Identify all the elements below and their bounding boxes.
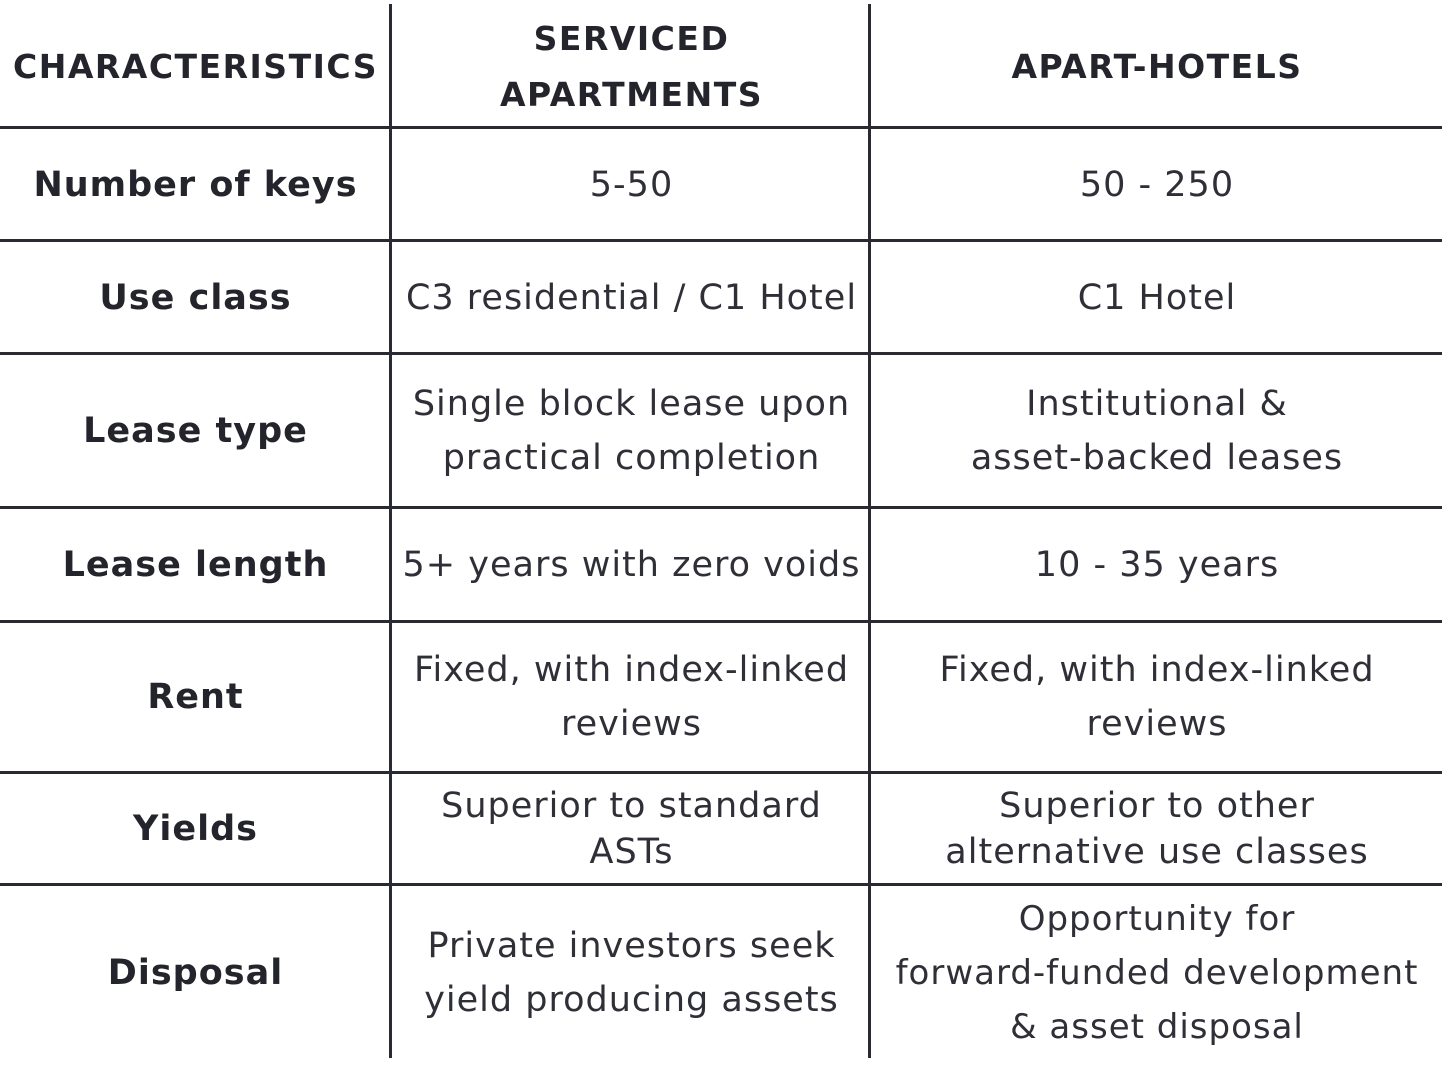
row-divider xyxy=(0,771,1442,774)
row-divider xyxy=(0,620,1442,623)
row-divider xyxy=(0,239,1442,242)
cell-aparthotels-number-of-keys: 50 - 250 xyxy=(1079,165,1235,205)
row-divider xyxy=(0,506,1442,509)
row-divider xyxy=(0,352,1442,355)
row-divider xyxy=(0,126,1442,129)
cell-serviced-lease-type: Single block lease upon practical completion xyxy=(412,384,851,478)
row-label-number-of-keys: Number of keys xyxy=(33,165,358,205)
row-label-rent: Rent xyxy=(147,677,244,717)
column-divider xyxy=(389,4,392,1058)
cell-aparthotels-disposal: Opportunity for forward-funded development & asset disposal xyxy=(895,899,1419,1047)
cell-aparthotels-rent: Fixed, with index-linked reviews xyxy=(939,650,1375,744)
cell-serviced-yields: Superior to standard ASTs xyxy=(441,785,822,872)
cell-aparthotels-lease-type: Institutional & asset-backed leases xyxy=(970,384,1344,478)
header-apart-hotels: APART-HOTELS xyxy=(1011,47,1303,86)
header-serviced-apartments: SERVICED APARTMENTS xyxy=(500,19,763,114)
cell-aparthotels-use-class: C1 Hotel xyxy=(1077,278,1237,318)
cell-serviced-lease-length: 5+ years with zero voids xyxy=(402,544,861,585)
column-divider xyxy=(868,4,871,1058)
cell-serviced-number-of-keys: 5-50 xyxy=(589,165,674,205)
cell-serviced-disposal: Private investors seek yield producing assets xyxy=(424,926,839,1020)
row-label-lease-type: Lease type xyxy=(83,411,308,451)
row-label-lease-length: Lease length xyxy=(62,544,329,585)
cell-serviced-rent: Fixed, with index-linked reviews xyxy=(413,650,850,744)
cell-serviced-use-class: C3 residential / C1 Hotel xyxy=(405,278,858,318)
row-label-use-class: Use class xyxy=(99,278,292,318)
cell-aparthotels-yields: Superior to other alternative use classes xyxy=(945,785,1369,872)
row-label-yields: Yields xyxy=(133,808,258,849)
header-characteristics: CHARACTERISTICS xyxy=(13,47,378,86)
row-divider xyxy=(0,883,1442,886)
cell-aparthotels-lease-length: 10 - 35 years xyxy=(1034,544,1280,585)
row-label-disposal: Disposal xyxy=(107,953,284,993)
